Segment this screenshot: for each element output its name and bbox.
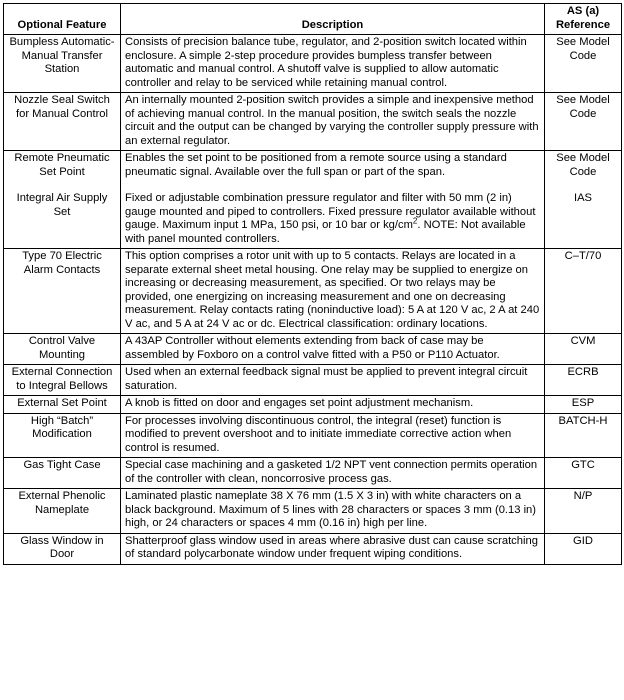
feature-cell: Type 70 Electric Alarm Contacts [4, 249, 121, 334]
reference-cell: ESP [545, 396, 622, 414]
reference-cell: GTC [545, 458, 622, 489]
description-text: Fixed or adjustable combination pressure regulator and filter with 50 mm (2 in) gauge mounted and piped to controllers. Fixed pressure regulator available without gauge. Maximum input 1 MPa, 150 psi, or 10 bar or kg/cm [125, 192, 536, 231]
table-row [4, 93, 622, 151]
feature-cell: Control Valve Mounting [4, 334, 121, 365]
feature-cell: High “Batch” Modification [4, 413, 121, 458]
reference-cell: ECRB [545, 365, 622, 396]
table-row [4, 533, 622, 564]
feature-cell: Glass Window in Door [4, 533, 121, 564]
description-cell: Special case machining and a gasketed 1/2 NPT vent connection permits operation of the controller with clean, noncorrosive process gas. [121, 458, 545, 489]
table-row [4, 151, 622, 249]
header-reference: AS (a) Reference [545, 4, 622, 35]
description-text: . NOTE: Not available with panel mounted controllers. [125, 219, 526, 245]
reference-cell: BATCH-H [545, 413, 622, 458]
header-row [4, 4, 622, 35]
reference-cell: See Model Code [545, 35, 622, 93]
description-cell: Laminated plastic nameplate 38 X 76 mm (1.5 X 3 in) with white characters on a black background. Maximum of 5 lines with 28 characters or spaces 3 mm (0.13 in) high, or 24 characters or spaces 4 mm (0.16 in) high per line. [121, 489, 545, 534]
superscript: 2 [412, 216, 418, 226]
reference-integral-air-supply: IAS [573, 192, 593, 204]
feature-cell: Nozzle Seal Switch for Manual Control [4, 93, 121, 151]
description-cell: For processes involving discontinuous control, the integral (reset) function is modified to prevent overshoot and to initiate immediate corrective action when control is resumed. [121, 413, 545, 458]
reference-cell [545, 151, 622, 249]
reference-cell: CVM [545, 334, 622, 365]
description-integral-air-supply [125, 192, 540, 246]
feature-cell [4, 151, 121, 249]
feature-integral-air-supply: Integral Air Supply Set [16, 192, 108, 218]
description-remote-set-point: Enables the set point to be positioned from a remote source using a standard pneumatic signal. Available over the full span or part of the span. [125, 152, 507, 178]
optional-features-table [3, 3, 622, 565]
reference-cell: C–T/70 [545, 249, 622, 334]
reference-cell: N/P [545, 489, 622, 534]
table-row [4, 413, 622, 458]
description-cell: This option comprises a rotor unit with up to 5 contacts. Relays are located in a separate external sheet metal housing. One relay may be supplied to energize on increasing or decreasing measurement, as specified. Or two relays may be provided, one energizing on increasing measurement and one on decreasing measurement. Relay contacts rating (noninductive load): 5 A at 120 V ac, 2 A at 240 V ac, and 5 A at 24 V ac or dc. Electrical classification: ordinary locations. [121, 249, 545, 334]
table-row [4, 396, 622, 414]
header-description: Description [121, 4, 545, 35]
description-cell: A knob is fitted on door and engages set point adjustment mechanism. [121, 396, 545, 414]
feature-cell: External Set Point [4, 396, 121, 414]
table-row [4, 249, 622, 334]
description-cell: Shatterproof glass window used in areas where abrasive dust can cause scratching of standard polycarbonate window under frequent wiping conditions. [121, 533, 545, 564]
table-row [4, 489, 622, 534]
feature-cell: External Phenolic Nameplate [4, 489, 121, 534]
table-row [4, 458, 622, 489]
header-feature: Optional Feature [4, 4, 121, 35]
table-row [4, 365, 622, 396]
description-cell: Used when an external feedback signal must be applied to prevent integral circuit saturation. [121, 365, 545, 396]
feature-cell: Gas Tight Case [4, 458, 121, 489]
description-cell: A 43AP Controller without elements extending from back of case may be assembled by Foxboro on a control valve fitted with a P50 or P110 Actuator. [121, 334, 545, 365]
feature-cell: Bumpless Automatic-Manual Transfer Station [4, 35, 121, 93]
feature-cell: External Connection to Integral Bellows [4, 365, 121, 396]
description-cell [121, 151, 545, 249]
reference-cell: See Model Code [545, 93, 622, 151]
reference-cell: GID [545, 533, 622, 564]
table-row [4, 334, 622, 365]
description-cell: An internally mounted 2-position switch provides a simple and inexpensive method of achieving manual control. In the manual position, the switch seals the nozzle circuit and the output can be changed by varying the controller supply pressure with an external regulator. [121, 93, 545, 151]
reference-remote-set-point: See Model Code [556, 152, 610, 178]
table-row [4, 35, 622, 93]
feature-remote-set-point: Remote Pneumatic Set Point [14, 152, 110, 178]
description-cell: Consists of precision balance tube, regulator, and 2-position switch located within enclosure. A simple 2-step procedure provides bumpless transfer between automatic and manual control. A shutoff valve is supplied to allow automatic controller and relay to be serviced while retaining manual control. [121, 35, 545, 93]
